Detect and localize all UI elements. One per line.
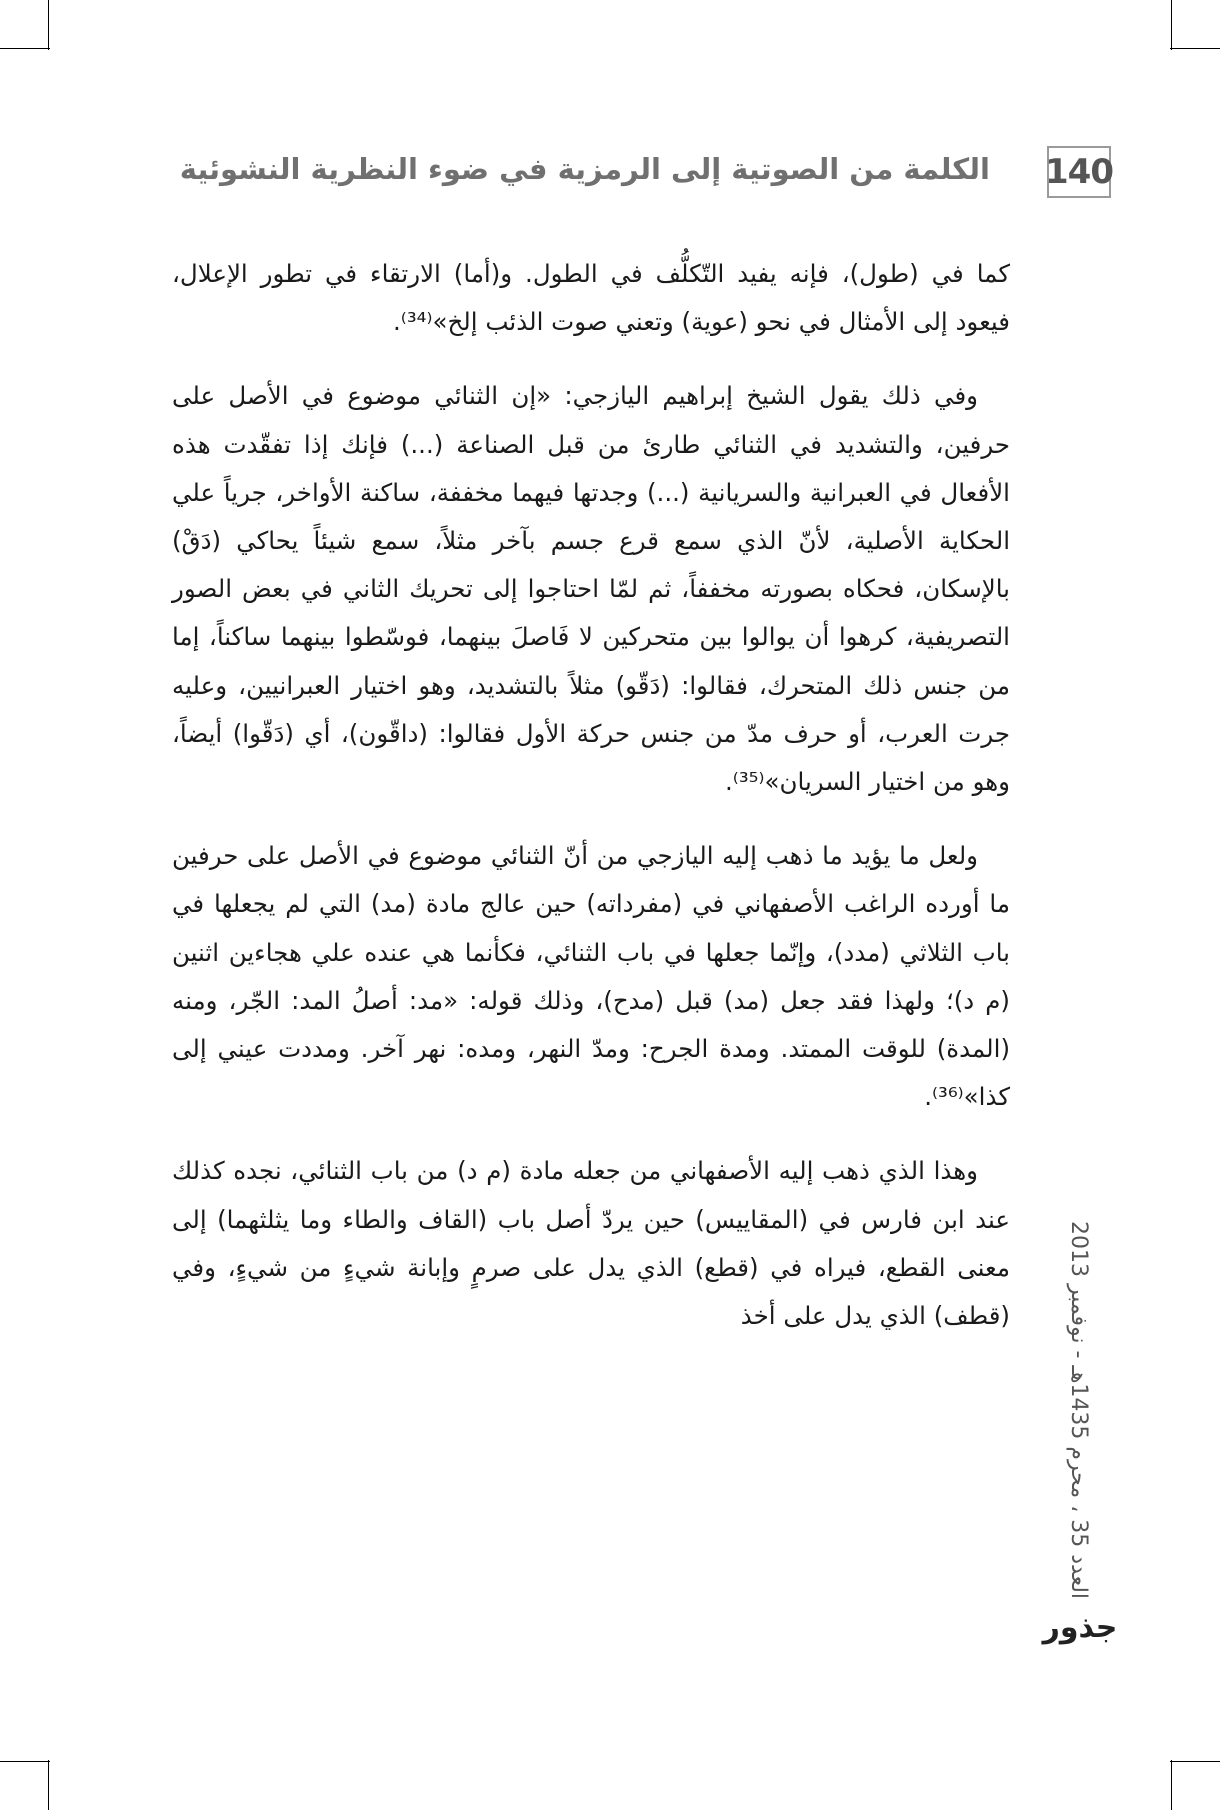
- article-body: [172, 250, 1010, 1366]
- issue-info: العدد 35 ، محرم 1435هـ - نوفمبر 2013: [1066, 1220, 1091, 1600]
- page-number: 140: [1047, 146, 1111, 198]
- crop-mark-bottom-left-h: [0, 1761, 50, 1762]
- paragraph-1: كما في (طول)، فإنه يفيد التّكلُّف في الطول. و(أما) الارتقاء في تطور الإعلال، فيعود إلى الأمثال في نحو (عوية) وتعني صوت الذئب إلخ»⁽³⁴⁾.: [172, 259, 1010, 337]
- journal-logo: جذور: [1042, 1610, 1118, 1645]
- paragraph-4: وهذا الذي ذهب إليه الأصفهاني من جعله مادة (م د) من باب الثنائي، نجده كذلك عند ابن فارس في (المقاييس) حين يردّ أصل باب (القاف والطاء وما يثلثهما) إلى معنى القطع، فيراه في (قطع) الذي يدل على صرمٍ وإبانة شيءٍ من شيءٍ، وفي (قطف) الذي يدل على أخذ: [172, 1156, 1010, 1331]
- crop-mark-top-right-h: [1170, 48, 1220, 49]
- crop-mark-top-left-h: [0, 48, 50, 49]
- crop-mark-top-left: [48, 0, 49, 50]
- crop-mark-bottom-left: [48, 1760, 49, 1810]
- crop-mark-top-right: [1171, 0, 1172, 50]
- crop-mark-bottom-right: [1171, 1760, 1172, 1810]
- crop-mark-bottom-right-h: [1170, 1761, 1220, 1762]
- paragraph-3: ولعل ما يؤيد ما ذهب إليه اليازجي من أنّ الثنائي موضوع في الأصل على حرفين ما أورده الراغب الأصفهاني في (مفرداته) حين عالج مادة (مد) التي لم يجعلها في باب الثلاثي (مدد)، وإنّما جعلها في باب الثنائي، فكأنما هي عنده علي هجاءين اثنين (م د)؛ ولهذا فقد جعل (مد) قبل (مدح)، وذلك قوله: «مد: أصلُ المد: الجّر، ومنه (المدة) للوقت الممتد. ومدة الجرح: ومدّ النهر، ومده: نهر آخر. ومددت عيني إلى كذا»⁽³⁶⁾.: [172, 841, 1010, 1112]
- paragraph-2: وفي ذلك يقول الشيخ إبراهيم اليازجي: «إن الثنائي موضوع في الأصل على حرفين، والتشديد في الثنائي طارئ من قبل الصناعة (...) فإنك إذا تفقّدت هذه الأفعال في العبرانية والسريانية (...) وجدتها فيهما مخففة، ساكنة الأواخر، جرياً علي الحكاية الأصلية، لأنّ الذي سمع قرع جسم بآخر مثلاً، سمع شيئاً يحاكي (دَقْ) بالإسكان، فحكاه بصورته مخففاً، ثم لمّا احتاجوا إلى تحريك الثاني في بعض الصور التصريفية، كرهوا أن يوالوا بين متحركين لا فَاصلَ بينهما، فوسّطوا بينهما ساكناً، إما من جنس ذلك المتحرك، فقالوا: (دَقّو) مثلاً بالتشديد، وهو اختيار العبرانيين، وعليه جرت العرب، أو حرف مدّ من جنس حركة الأول فقالوا: (داقّون)، أي (دَقّوا) أيضاً، وهو من اختيار السريان»⁽³⁵⁾.: [172, 381, 1010, 797]
- running-title: الكلمة من الصوتية إلى الرمزية في ضوء النظرية النشوئية: [179, 152, 990, 186]
